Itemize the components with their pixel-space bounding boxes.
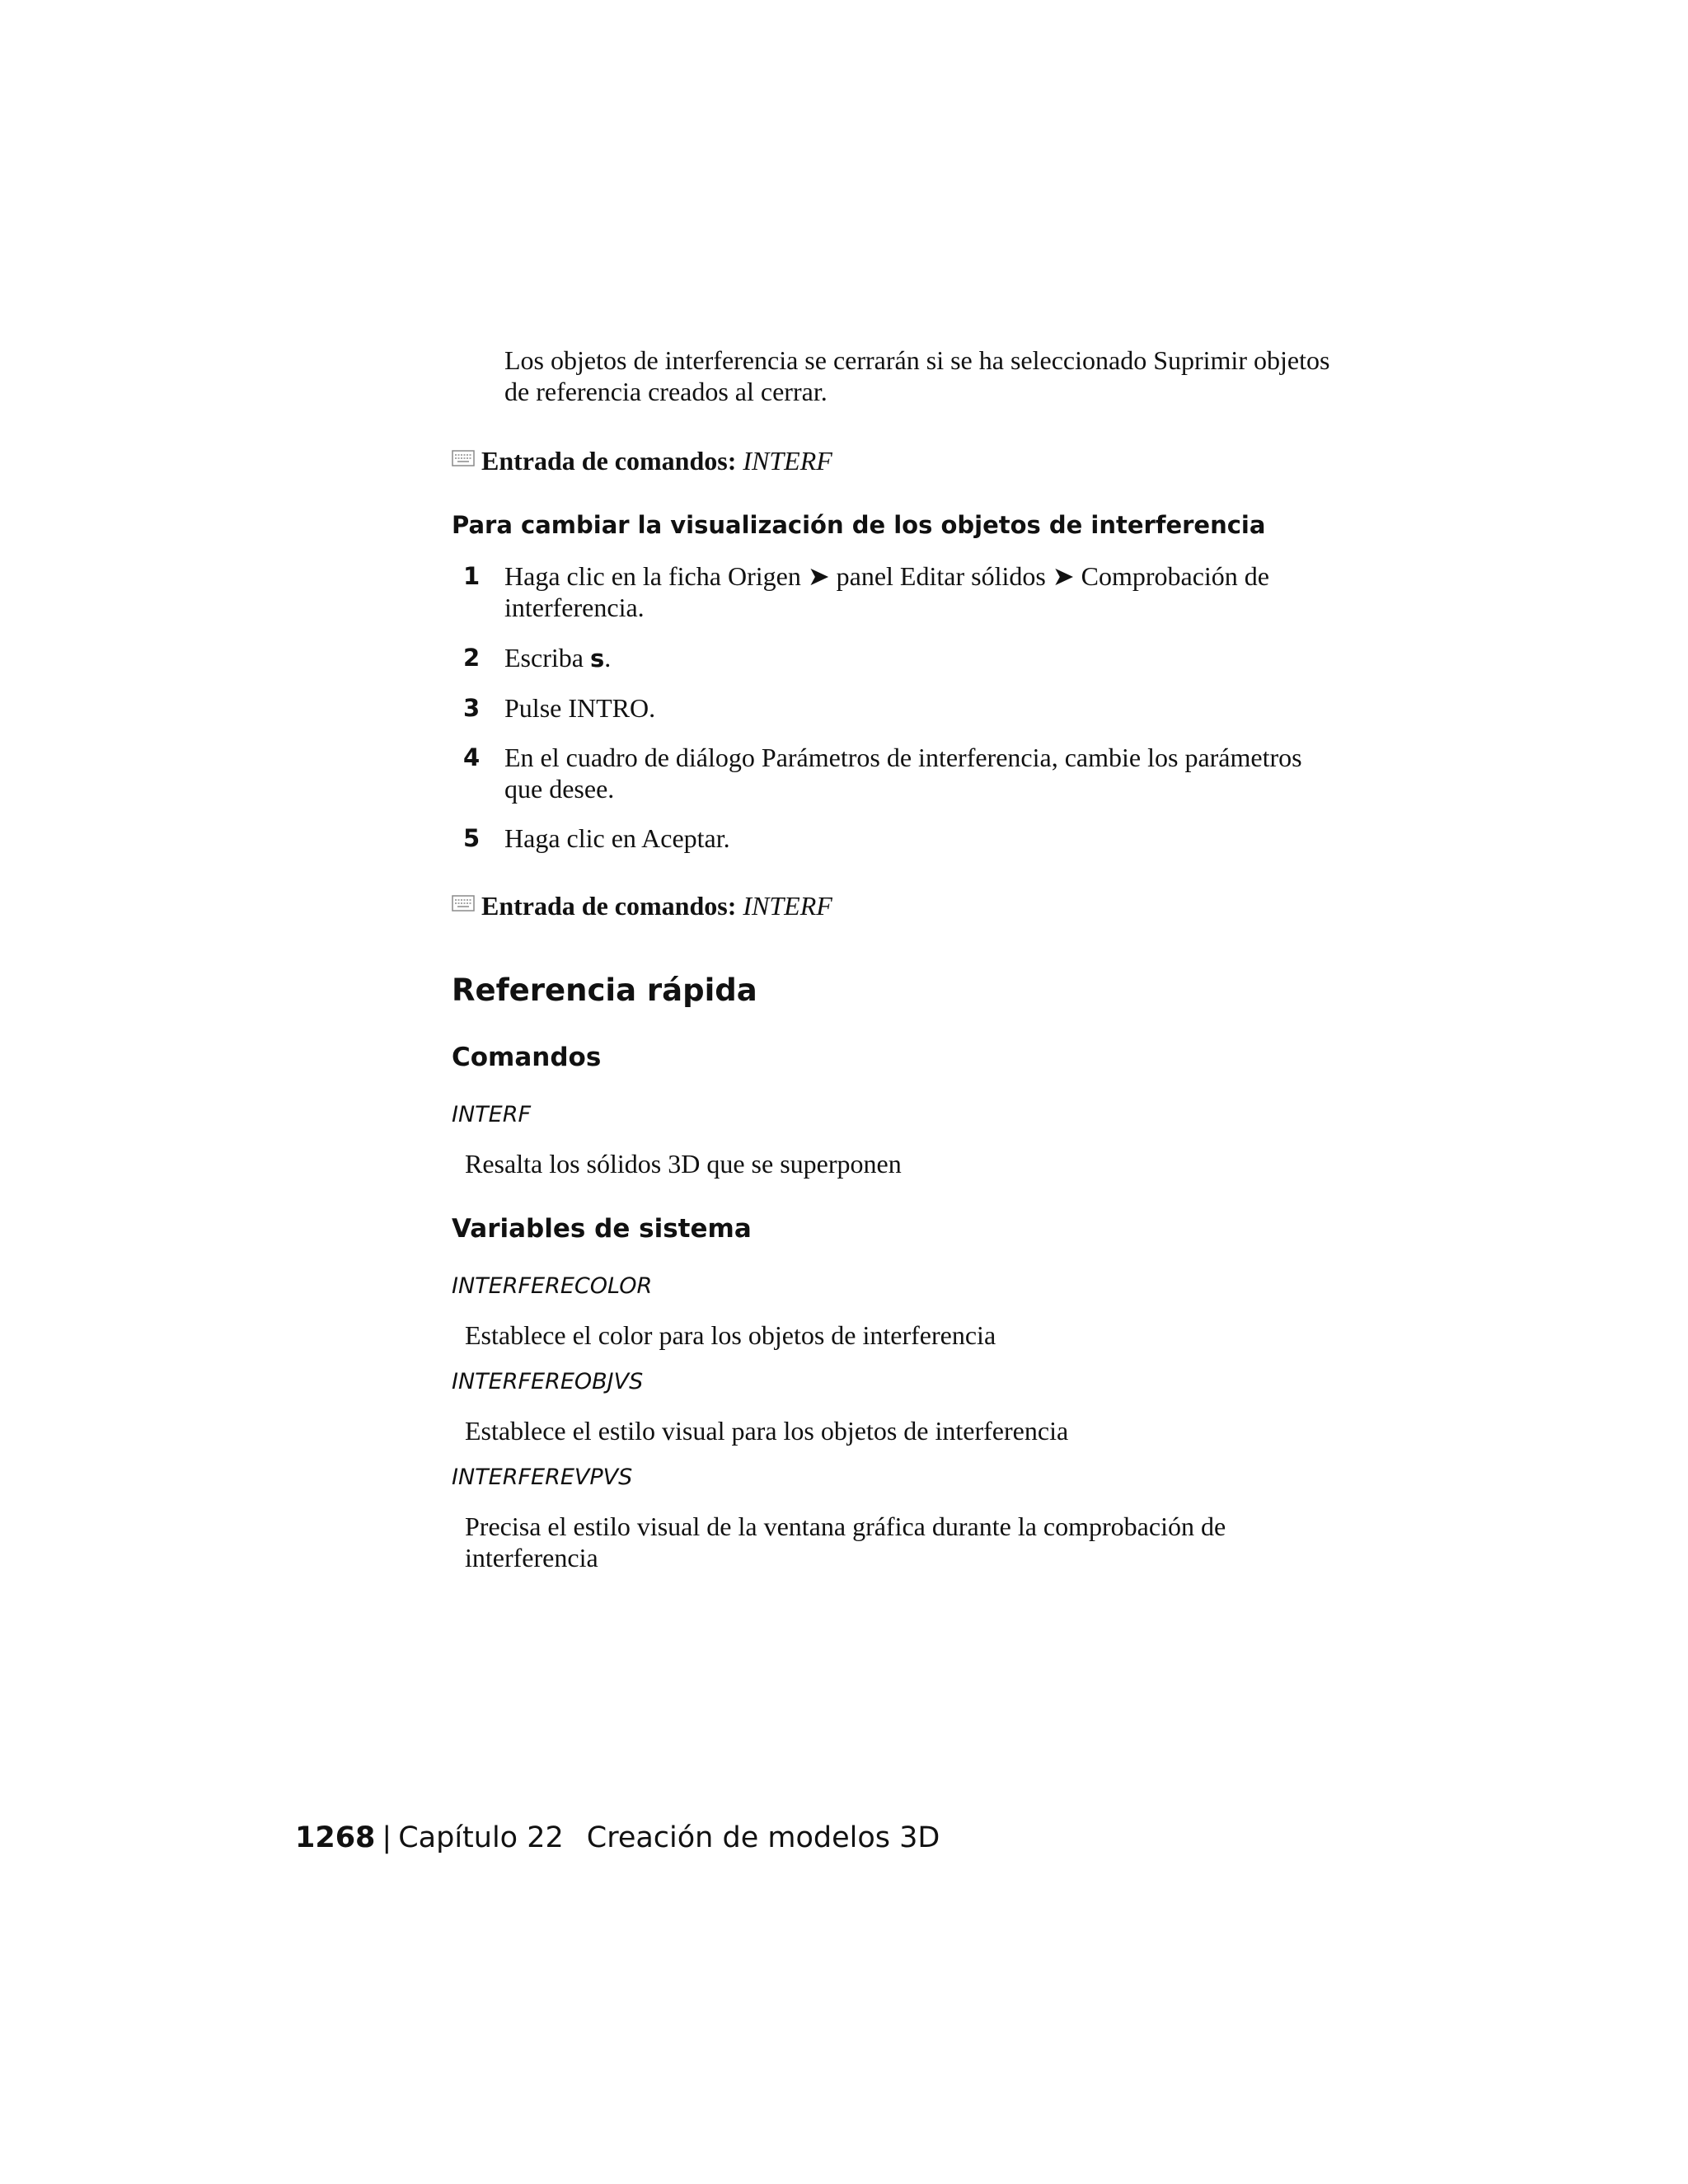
procedure-title: Para cambiar la visualización de los objetos de interferencia (452, 511, 1266, 539)
sysvar-description: Precisa el estilo visual de la ventana gráfica durante la comprobación de interferencia (465, 1511, 1226, 1572)
footer-separator: | (382, 1821, 392, 1854)
typed-input: s (589, 644, 605, 673)
keyboard-icon (452, 895, 475, 912)
step-number: 5 (463, 824, 481, 852)
sysvar-description: Establece el color para los objetos de interferencia (465, 1320, 996, 1350)
sysvar-description: Establece el estilo visual para los objetos de interferencia (465, 1416, 1069, 1446)
intro-paragraph: Los objetos de interferencia se cerrarán si se ha seleccionado Suprimir objetos de referencia creados al cerrar. (504, 345, 1330, 406)
command-description: Resalta los sólidos 3D que se superponen (465, 1149, 902, 1179)
command-entry-value: INTERF (743, 446, 832, 476)
step-item (463, 692, 1337, 724)
step-text: Escriba s. (504, 643, 612, 673)
step-number: 2 (463, 644, 481, 672)
sysvar-name: INTERFEREVPVS (452, 1465, 633, 1490)
chapter-label: Capítulo 22 (398, 1821, 564, 1854)
keyboard-icon (452, 450, 475, 466)
step-text: Pulse INTRO. (504, 693, 656, 723)
command-entry-label: Entrada de comandos: (481, 446, 737, 476)
command-entry-value: INTERF (743, 891, 832, 921)
command-entry (452, 890, 832, 921)
sysvar-name: INTERFERECOLOR (452, 1273, 653, 1299)
step-number: 3 (463, 694, 481, 722)
step-item (463, 560, 1337, 623)
step-item (463, 642, 1337, 674)
sysvars-heading: Variables de sistema (452, 1214, 752, 1244)
step-number: 1 (463, 562, 481, 590)
page-footer (295, 1821, 940, 1854)
step-item (463, 742, 1337, 804)
command-name: INTERF (452, 1102, 532, 1127)
step-text: Haga clic en la ficha Origen ➤ panel Editar sólidos ➤ Comprobación de interferencia. (504, 561, 1269, 622)
step-text: Haga clic en Aceptar. (504, 823, 730, 853)
sysvar-name: INTERFEREOBJVS (452, 1369, 644, 1394)
command-entry (452, 445, 832, 476)
step-item (463, 823, 1337, 854)
chapter-title: Creación de modelos 3D (586, 1821, 940, 1854)
step-text: En el cuadro de diálogo Parámetros de interferencia, cambie los parámetros que desee. (504, 743, 1302, 804)
page-number: 1268 (295, 1821, 376, 1854)
command-entry-label: Entrada de comandos: (481, 891, 737, 921)
step-number: 4 (463, 743, 481, 771)
commands-heading: Comandos (452, 1043, 602, 1072)
section-title: Referencia rápida (452, 972, 757, 1008)
